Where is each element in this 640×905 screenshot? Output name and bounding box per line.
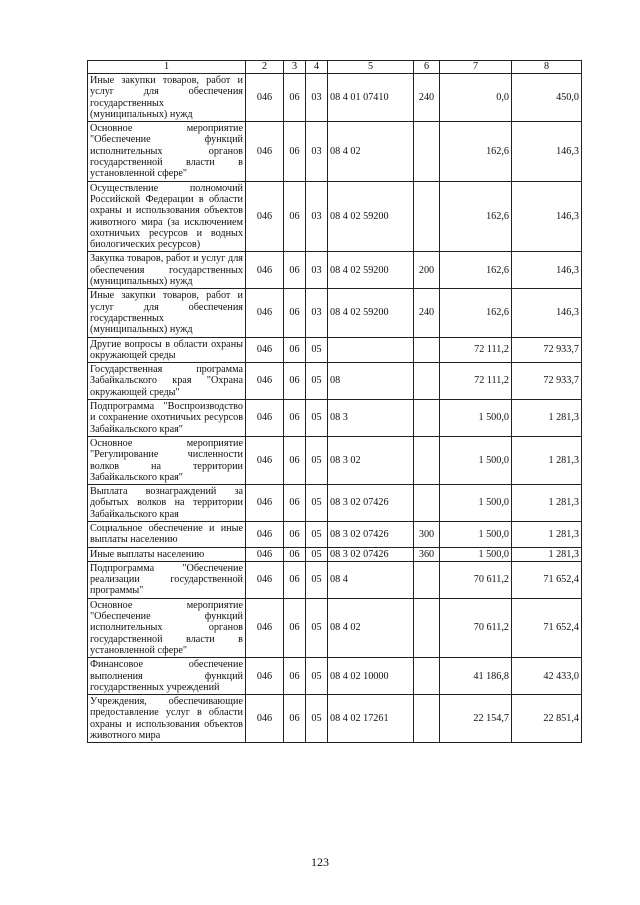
table-row (88, 436, 582, 484)
row-name-cell: Основное мероприятие "Регулирование численности волков на территории Забайкальского края" (88, 436, 246, 484)
section-code-cell: 06 (284, 363, 306, 400)
amount-year2-cell: 1 281,3 (512, 521, 582, 547)
table-row (88, 521, 582, 547)
amount-year2-cell: 1 281,3 (512, 485, 582, 522)
ministry-code-cell: 046 (246, 485, 284, 522)
column-header: 7 (440, 61, 512, 74)
amount-year2-cell: 1 281,3 (512, 400, 582, 437)
target-article-cell: 08 4 02 (328, 598, 414, 657)
target-article-cell: 08 4 02 59200 (328, 289, 414, 337)
section-code-cell: 06 (284, 122, 306, 181)
expense-type-cell (414, 400, 440, 437)
amount-year2-cell: 450,0 (512, 74, 582, 122)
target-article-cell (328, 337, 414, 363)
expense-type-cell (414, 436, 440, 484)
amount-year2-cell: 146,3 (512, 289, 582, 337)
amount-year1-cell: 70 611,2 (440, 561, 512, 598)
subsection-code-cell: 05 (306, 547, 328, 561)
target-article-cell: 08 3 02 (328, 436, 414, 484)
subsection-code-cell: 05 (306, 485, 328, 522)
section-code-cell: 06 (284, 400, 306, 437)
section-code-cell: 06 (284, 561, 306, 598)
table-row (88, 122, 582, 181)
ministry-code-cell: 046 (246, 547, 284, 561)
amount-year2-cell: 42 433,0 (512, 658, 582, 695)
expense-type-cell (414, 598, 440, 657)
section-code-cell: 06 (284, 181, 306, 252)
row-name-cell: Основное мероприятие "Обеспечение функций исполнительных органов государственной власти в установленной сфере" (88, 122, 246, 181)
table-row (88, 74, 582, 122)
ministry-code-cell: 046 (246, 521, 284, 547)
amount-year1-cell: 1 500,0 (440, 521, 512, 547)
table-row (88, 289, 582, 337)
target-article-cell: 08 4 02 59200 (328, 181, 414, 252)
subsection-code-cell: 03 (306, 122, 328, 181)
target-article-cell: 08 4 02 (328, 122, 414, 181)
row-name-cell: Государственная программа Забайкальского края "Охрана окружающей среды" (88, 363, 246, 400)
subsection-code-cell: 05 (306, 561, 328, 598)
row-name-cell: Другие вопросы в области охраны окружающей среды (88, 337, 246, 363)
budget-table (87, 60, 582, 743)
subsection-code-cell: 05 (306, 695, 328, 743)
table-row (88, 658, 582, 695)
amount-year2-cell: 72 933,7 (512, 363, 582, 400)
subsection-code-cell: 03 (306, 181, 328, 252)
table-row (88, 400, 582, 437)
section-code-cell: 06 (284, 337, 306, 363)
row-name-cell: Подпрограмма "Обеспечение реализации государственной программы" (88, 561, 246, 598)
row-name-cell: Иные закупки товаров, работ и услуг для обеспечения государственных (муниципальных) нужд (88, 289, 246, 337)
table-row (88, 363, 582, 400)
amount-year2-cell: 1 281,3 (512, 547, 582, 561)
table-header-row (88, 61, 582, 74)
column-header: 1 (88, 61, 246, 74)
subsection-code-cell: 05 (306, 598, 328, 657)
section-code-cell: 06 (284, 289, 306, 337)
subsection-code-cell: 03 (306, 252, 328, 289)
subsection-code-cell: 05 (306, 363, 328, 400)
ministry-code-cell: 046 (246, 598, 284, 657)
amount-year1-cell: 162,6 (440, 252, 512, 289)
expense-type-cell (414, 695, 440, 743)
amount-year2-cell: 146,3 (512, 122, 582, 181)
amount-year2-cell: 71 652,4 (512, 598, 582, 657)
ministry-code-cell: 046 (246, 436, 284, 484)
target-article-cell: 08 3 (328, 400, 414, 437)
section-code-cell: 06 (284, 547, 306, 561)
subsection-code-cell: 05 (306, 400, 328, 437)
amount-year1-cell: 1 500,0 (440, 485, 512, 522)
amount-year2-cell: 146,3 (512, 181, 582, 252)
subsection-code-cell: 05 (306, 436, 328, 484)
column-header: 4 (306, 61, 328, 74)
amount-year1-cell: 1 500,0 (440, 436, 512, 484)
amount-year2-cell: 71 652,4 (512, 561, 582, 598)
row-name-cell: Иные выплаты населению (88, 547, 246, 561)
ministry-code-cell: 046 (246, 561, 284, 598)
expense-type-cell (414, 561, 440, 598)
subsection-code-cell: 05 (306, 521, 328, 547)
target-article-cell: 08 (328, 363, 414, 400)
row-name-cell: Основное мероприятие "Обеспечение функций исполнительных органов государственной власти в установленной сфере" (88, 598, 246, 657)
row-name-cell: Социальное обеспечение и иные выплаты населению (88, 521, 246, 547)
amount-year1-cell: 162,6 (440, 122, 512, 181)
target-article-cell: 08 4 (328, 561, 414, 598)
row-name-cell: Учреждения, обеспечивающие предоставление услуг в области охраны и использования объектов животного мира (88, 695, 246, 743)
expense-type-cell: 300 (414, 521, 440, 547)
amount-year1-cell: 162,6 (440, 181, 512, 252)
amount-year1-cell: 70 611,2 (440, 598, 512, 657)
target-article-cell: 08 4 01 07410 (328, 74, 414, 122)
target-article-cell: 08 3 02 07426 (328, 547, 414, 561)
row-name-cell: Закупка товаров, работ и услуг для обеспечения государственных (муниципальных) нужд (88, 252, 246, 289)
ministry-code-cell: 046 (246, 252, 284, 289)
amount-year1-cell: 72 111,2 (440, 363, 512, 400)
expense-type-cell: 240 (414, 74, 440, 122)
ministry-code-cell: 046 (246, 400, 284, 437)
row-name-cell: Финансовое обеспечение выполнения функций государственных учреждений (88, 658, 246, 695)
target-article-cell: 08 3 02 07426 (328, 485, 414, 522)
target-article-cell: 08 4 02 10000 (328, 658, 414, 695)
section-code-cell: 06 (284, 598, 306, 657)
amount-year2-cell: 72 933,7 (512, 337, 582, 363)
section-code-cell: 06 (284, 252, 306, 289)
row-name-cell: Подпрограмма "Воспроизводство и сохранение охотничьих ресурсов Забайкальского края" (88, 400, 246, 437)
amount-year1-cell: 41 186,8 (440, 658, 512, 695)
table-row (88, 547, 582, 561)
expense-type-cell (414, 363, 440, 400)
subsection-code-cell: 03 (306, 74, 328, 122)
expense-type-cell (414, 122, 440, 181)
ministry-code-cell: 046 (246, 363, 284, 400)
expense-type-cell (414, 337, 440, 363)
expense-type-cell: 200 (414, 252, 440, 289)
ministry-code-cell: 046 (246, 337, 284, 363)
section-code-cell: 06 (284, 521, 306, 547)
section-code-cell: 06 (284, 436, 306, 484)
target-article-cell: 08 4 02 59200 (328, 252, 414, 289)
target-article-cell: 08 4 02 17261 (328, 695, 414, 743)
table-row (88, 561, 582, 598)
table-row (88, 337, 582, 363)
table-body (88, 74, 582, 743)
ministry-code-cell: 046 (246, 122, 284, 181)
table-row (88, 252, 582, 289)
section-code-cell: 06 (284, 485, 306, 522)
table-row (88, 485, 582, 522)
ministry-code-cell: 046 (246, 695, 284, 743)
expense-type-cell: 240 (414, 289, 440, 337)
row-name-cell: Иные закупки товаров, работ и услуг для обеспечения государственных (муниципальных) нужд (88, 74, 246, 122)
table-row (88, 598, 582, 657)
table-row (88, 181, 582, 252)
expense-type-cell (414, 181, 440, 252)
target-article-cell: 08 3 02 07426 (328, 521, 414, 547)
subsection-code-cell: 05 (306, 658, 328, 695)
ministry-code-cell: 046 (246, 289, 284, 337)
column-header: 6 (414, 61, 440, 74)
section-code-cell: 06 (284, 74, 306, 122)
expense-type-cell: 360 (414, 547, 440, 561)
amount-year2-cell: 1 281,3 (512, 436, 582, 484)
amount-year1-cell: 1 500,0 (440, 547, 512, 561)
section-code-cell: 06 (284, 695, 306, 743)
subsection-code-cell: 03 (306, 289, 328, 337)
amount-year1-cell: 22 154,7 (440, 695, 512, 743)
column-header: 2 (246, 61, 284, 74)
row-name-cell: Выплата вознаграждений за добытых волков на территории Забайкальского края (88, 485, 246, 522)
section-code-cell: 06 (284, 658, 306, 695)
subsection-code-cell: 05 (306, 337, 328, 363)
table-row (88, 695, 582, 743)
amount-year1-cell: 1 500,0 (440, 400, 512, 437)
ministry-code-cell: 046 (246, 74, 284, 122)
column-header: 5 (328, 61, 414, 74)
expense-type-cell (414, 485, 440, 522)
row-name-cell: Осуществление полномочий Российской Федерации в области охраны и использования объектов животного мира (за исключением охотничьих ресурсов и водных биологических ресурсов) (88, 181, 246, 252)
expense-type-cell (414, 658, 440, 695)
amount-year1-cell: 0,0 (440, 74, 512, 122)
amount-year2-cell: 22 851,4 (512, 695, 582, 743)
amount-year1-cell: 162,6 (440, 289, 512, 337)
ministry-code-cell: 046 (246, 658, 284, 695)
column-header: 8 (512, 61, 582, 74)
page-number: 123 (311, 855, 329, 869)
amount-year2-cell: 146,3 (512, 252, 582, 289)
amount-year1-cell: 72 111,2 (440, 337, 512, 363)
ministry-code-cell: 046 (246, 181, 284, 252)
column-header: 3 (284, 61, 306, 74)
